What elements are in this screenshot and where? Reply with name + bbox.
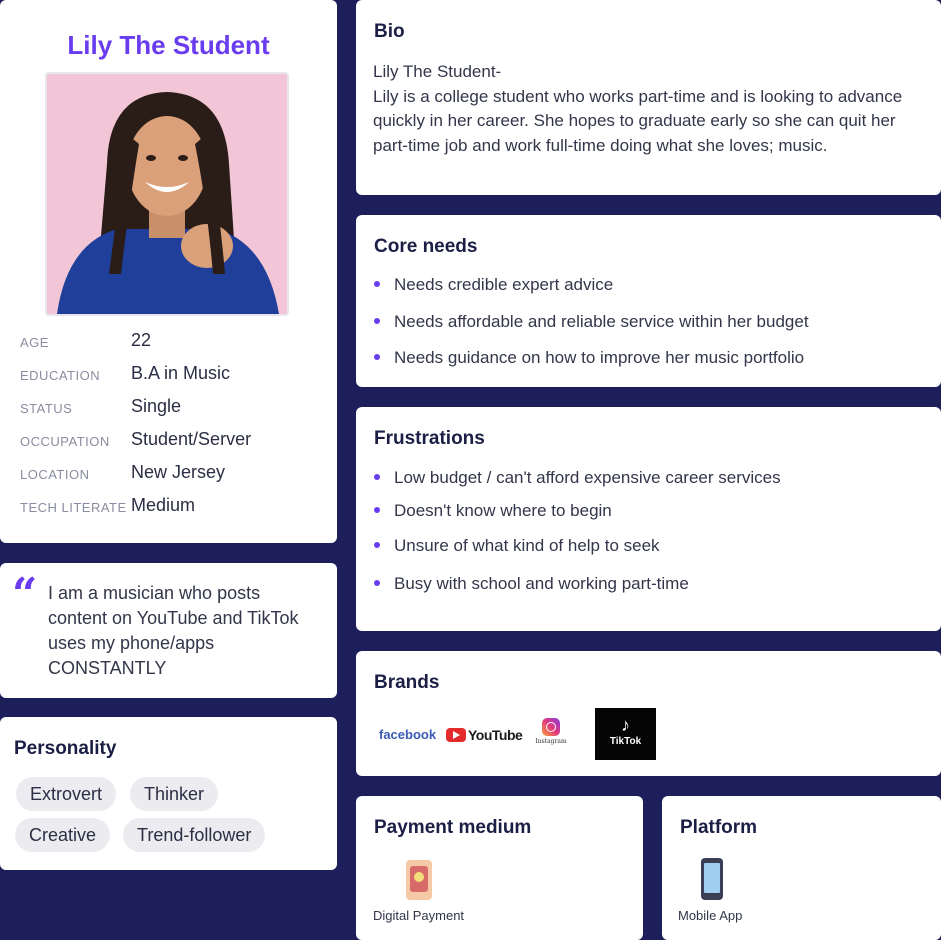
info-row [20,461,330,487]
payment-title: Payment medium [374,817,532,838]
bullet-icon [374,580,380,586]
quote-text: I am a musician who posts content on YouTube and TikTok uses my phone/apps CONSTANTLY [48,583,299,678]
core-need-item: Needs guidance on how to improve her music portfolio [374,348,804,368]
youtube-wordmark: YouTube [468,727,523,743]
bio-text [373,60,923,158]
instagram-icon [542,718,560,736]
info-label: AGE [20,335,49,350]
bio-body: Lily is a college student who works part-time and is looking to advance quickly in her career. She hopes to graduate early so she can quit her part-time job and work full-time doing what she loves; music. [373,86,903,155]
youtube-play-icon [446,728,466,742]
brands-title: Brands [374,672,440,693]
info-row [20,395,330,421]
bullet-icon [374,281,380,287]
frustration-item: Low budget / can't afford expensive career services [374,468,781,488]
core-need-item: Needs credible expert advice [374,275,613,295]
info-value: Medium [131,495,196,515]
info-label: LOCATION [20,467,90,482]
frustrations-card [356,407,941,631]
info-value: New Jersey [131,462,226,482]
info-label: OCCUPATION [20,434,110,449]
portrait-image [47,74,287,314]
personality-title: Personality [14,738,117,759]
info-row [20,494,330,520]
bio-title: Bio [374,21,405,42]
frustrations-title: Frustrations [374,428,485,449]
info-value: Student/Server [131,429,252,449]
bullet-icon [374,354,380,360]
trait-pill: Creative [15,818,110,852]
platform-card [662,796,941,940]
info-label: STATUS [20,401,73,416]
personality-card [0,717,337,870]
instagram-wordmark: Instagram [535,738,567,745]
persona-name: Lily The Student [67,30,270,60]
bio-card [356,0,941,195]
frustration-item: Doesn't know where to begin [374,501,612,521]
instagram-logo [534,718,568,745]
profile-card [0,0,337,543]
info-value: Single [131,396,182,416]
core-need-item: Needs affordable and reliable service within her budget [374,312,809,332]
core-needs-card [356,215,941,387]
bullet-icon [374,507,380,513]
bio-line: Lily The Student- [373,62,502,81]
info-value: B.A in Music [131,363,231,383]
brands-card [356,651,941,776]
trait-pill: Trend-follower [123,818,265,852]
info-value: 22 [131,330,152,350]
tiktok-wordmark: TikTok [609,736,642,747]
quote-icon: “ [12,569,38,620]
quote-card [0,563,337,698]
frustration-item: Unsure of what kind of help to seek [374,536,660,556]
platform-title: Platform [680,817,758,838]
youtube-logo [446,726,522,744]
payment-card [356,796,643,940]
mobile-phone-icon [701,858,723,900]
payment-label: Digital Payment [373,908,465,923]
bullet-icon [374,474,380,480]
phone-payment-icon [406,860,432,900]
info-row [20,428,330,454]
trait-pill: Extrovert [16,777,116,811]
info-label: EDUCATION [20,368,101,383]
bullet-icon [374,318,380,324]
trait-pill: Thinker [130,777,218,811]
info-label: TECH LITERATE [20,500,127,515]
facebook-logo: facebook [379,727,437,742]
tiktok-note-icon: ♪ [621,715,630,735]
frustration-item: Busy with school and working part-time [374,574,689,594]
info-row [20,362,330,388]
info-row [20,329,330,355]
core-needs-title: Core needs [374,236,478,257]
tiktok-logo [595,708,656,760]
persona-photo [45,72,289,316]
platform-label: Mobile App [678,908,743,923]
bullet-icon [374,542,380,548]
